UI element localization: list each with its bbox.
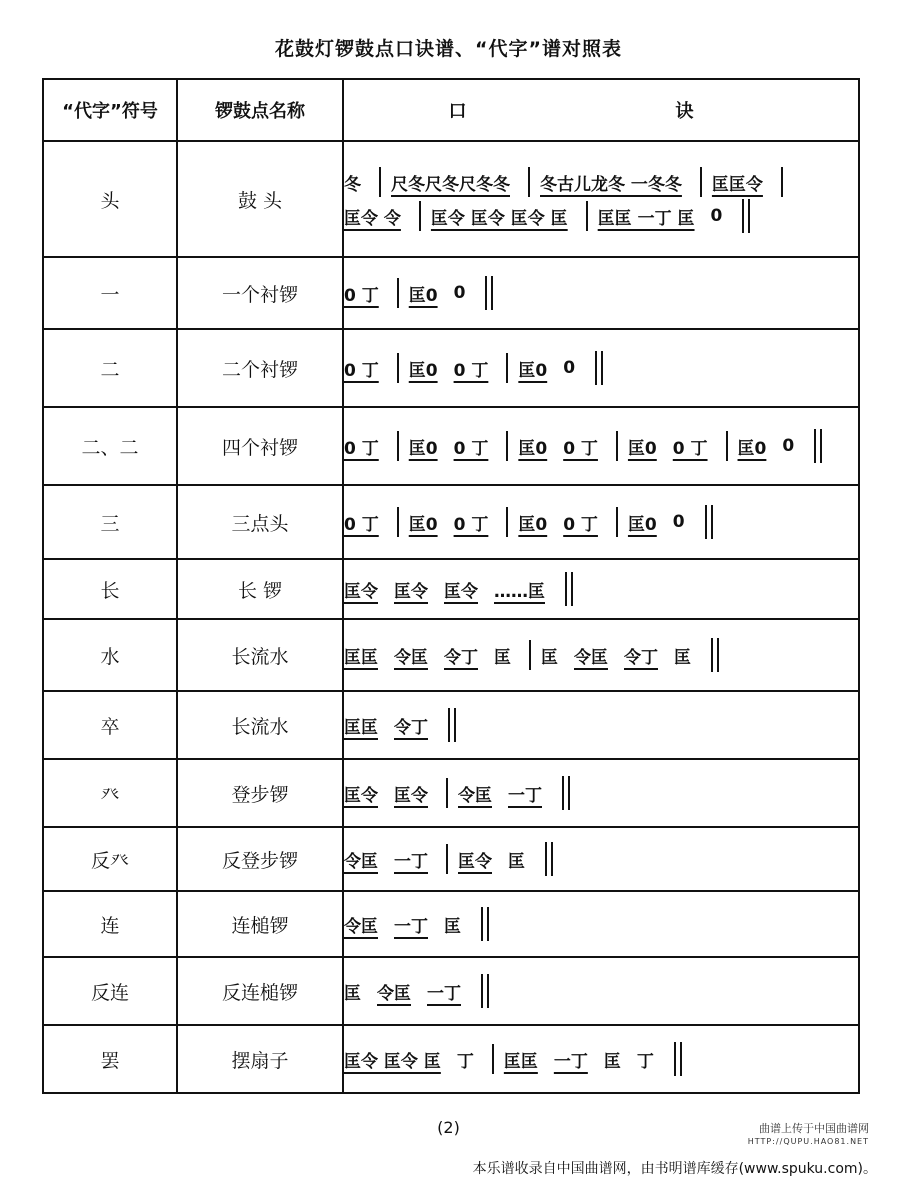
notation-line xyxy=(344,505,858,539)
table-row xyxy=(43,619,859,691)
final-barline xyxy=(711,638,719,672)
barline xyxy=(616,431,618,461)
notation-line xyxy=(344,974,858,1008)
notation-token: 0 丁 xyxy=(453,360,489,381)
notation-line xyxy=(344,842,858,876)
notation-token: 匡匡 xyxy=(344,717,378,738)
table-row xyxy=(43,141,859,257)
row-name: 长流水 xyxy=(177,691,343,759)
notation-token: 令丁 xyxy=(444,647,478,668)
final-barline xyxy=(674,1042,682,1076)
row-symbol: 头 xyxy=(43,141,177,257)
final-barline xyxy=(814,429,822,463)
notation-token: 令匡 xyxy=(574,647,608,668)
barline xyxy=(379,167,381,197)
notation-token: 匡 xyxy=(603,1051,621,1072)
notation-token: 匡 xyxy=(674,647,691,668)
notation-token: 0 丁 xyxy=(344,285,379,306)
notation-token: 令匡 xyxy=(344,851,378,872)
notation-token: 一丁 xyxy=(394,851,428,872)
row-symbol: 癶 xyxy=(43,759,177,827)
barline xyxy=(726,431,728,461)
barline xyxy=(506,431,508,461)
barline xyxy=(506,353,508,383)
notation-token: 匡0 xyxy=(408,438,438,459)
row-notation xyxy=(343,141,859,257)
notation-token: 0 丁 xyxy=(453,514,489,535)
barline xyxy=(529,640,531,670)
table-row xyxy=(43,891,859,957)
notation-token: 令丁 xyxy=(394,717,428,738)
notation-token: 0 丁 xyxy=(563,438,598,459)
row-notation xyxy=(343,891,859,957)
watermark-line2: HTTP://QUPU.HAO81.NET xyxy=(747,1137,869,1146)
notation-line xyxy=(344,776,858,810)
notation-token: 匡令 匡令 匡令 匡 xyxy=(430,208,568,229)
row-symbol: 一 xyxy=(43,257,177,329)
barline xyxy=(397,431,399,461)
notation-token: 匡令 xyxy=(444,581,478,602)
table-row xyxy=(43,407,859,485)
row-name: 三点头 xyxy=(177,485,343,559)
row-name: 登步锣 xyxy=(177,759,343,827)
final-barline xyxy=(565,572,573,606)
notation-token: ……匡 xyxy=(494,581,545,602)
barline xyxy=(446,778,448,808)
notation-token: 0 xyxy=(672,512,685,532)
notation-token: 令匡 xyxy=(394,647,428,668)
barline xyxy=(700,167,702,197)
notation-token: 0 xyxy=(710,206,723,226)
notation-token: 匡 xyxy=(541,647,558,668)
notation-line xyxy=(344,429,858,463)
notation-line xyxy=(344,907,858,941)
notation-token: 令丁 xyxy=(624,647,658,668)
notation-line xyxy=(344,708,858,742)
notation-token: 匡0 xyxy=(408,285,438,306)
notation-token: 匡0 xyxy=(627,514,657,535)
barline xyxy=(446,844,448,874)
table-row xyxy=(43,1025,859,1093)
notation-token: 匡 xyxy=(344,983,361,1004)
table-row xyxy=(43,559,859,619)
notation-line xyxy=(344,572,858,606)
row-symbol: 二、二 xyxy=(43,407,177,485)
row-notation xyxy=(343,329,859,407)
notation-token: 0 丁 xyxy=(344,360,379,381)
row-notation xyxy=(343,759,859,827)
barline xyxy=(781,167,783,197)
row-notation xyxy=(343,407,859,485)
notation-token: 丁 xyxy=(456,1051,474,1072)
barline xyxy=(492,1044,494,1074)
notation-token: 0 丁 xyxy=(563,514,598,535)
final-barline xyxy=(481,907,489,941)
final-barline xyxy=(562,776,570,810)
row-symbol: 罢 xyxy=(43,1025,177,1093)
row-notation xyxy=(343,619,859,691)
row-notation xyxy=(343,827,859,891)
notation-token: 尺冬尺冬尺冬冬 xyxy=(391,174,510,195)
row-notation xyxy=(343,957,859,1025)
row-name: 鼓 头 xyxy=(177,141,343,257)
header-symbol: “代字”符号 xyxy=(43,79,177,141)
row-notation xyxy=(343,485,859,559)
row-symbol: 反连 xyxy=(43,957,177,1025)
watermark-line1: 曲谱上传于中国曲谱网 xyxy=(759,1122,869,1135)
row-notation xyxy=(343,1025,859,1093)
notation-token: 0 丁 xyxy=(344,438,379,459)
notation-token: 令匡 xyxy=(377,983,411,1004)
table-row xyxy=(43,485,859,559)
notation-token: 匡0 xyxy=(408,514,438,535)
row-notation xyxy=(343,559,859,619)
row-symbol: 连 xyxy=(43,891,177,957)
notation-token: 0 xyxy=(782,436,795,456)
notation-token: 令匡 xyxy=(458,785,492,806)
final-barline xyxy=(595,351,603,385)
barline xyxy=(616,507,618,537)
notation-line xyxy=(344,276,858,310)
barline xyxy=(586,201,588,231)
notation-token: 一丁 xyxy=(553,1051,588,1072)
row-symbol: 反癶 xyxy=(43,827,177,891)
notation-token: 匡令 xyxy=(344,785,378,806)
notation-line xyxy=(344,638,858,672)
notation-token: 匡0 xyxy=(737,438,767,459)
notation-line xyxy=(344,199,858,233)
header-row xyxy=(43,79,859,141)
notation-token: 匡令 xyxy=(394,785,428,806)
header-jue: 诀 xyxy=(675,101,694,122)
final-barline xyxy=(485,276,493,310)
notation-token: 匡令 xyxy=(458,851,492,872)
row-name: 二个衬锣 xyxy=(177,329,343,407)
notation-token: 0 xyxy=(453,283,466,303)
notation-token: 一丁 xyxy=(427,983,461,1004)
barline xyxy=(397,353,399,383)
row-symbol: 卒 xyxy=(43,691,177,759)
notation-token: 匡令 匡令 匡 xyxy=(344,1051,441,1072)
final-barline xyxy=(481,974,489,1008)
row-name: 摆扇子 xyxy=(177,1025,343,1093)
notation-token: 0 丁 xyxy=(344,514,379,535)
notation-token: 匡0 xyxy=(627,438,657,459)
header-kou: 口 xyxy=(448,101,467,122)
table-row xyxy=(43,759,859,827)
notation-token: 匡0 xyxy=(408,360,438,381)
notation-token: 匡0 xyxy=(518,360,548,381)
notation-token: 匡 xyxy=(444,916,461,937)
table-row xyxy=(43,957,859,1025)
final-barline xyxy=(705,505,713,539)
row-symbol: 二 xyxy=(43,329,177,407)
notation-token: 一丁 xyxy=(508,785,542,806)
row-symbol: 长 xyxy=(43,559,177,619)
notation-token: 冬古儿龙冬 一冬冬 xyxy=(540,174,682,195)
notation-token: 匡匡 一丁 匡 xyxy=(597,208,695,229)
header-name: 锣鼓点名称 xyxy=(177,79,343,141)
notation-line xyxy=(344,165,858,199)
final-barline xyxy=(545,842,553,876)
notation-token: 匡匡 xyxy=(503,1051,538,1072)
row-name: 一个衬锣 xyxy=(177,257,343,329)
notation-token: 丁 xyxy=(636,1051,654,1072)
row-name: 四个衬锣 xyxy=(177,407,343,485)
row-notation xyxy=(343,691,859,759)
row-symbol: 三 xyxy=(43,485,177,559)
barline xyxy=(528,167,530,197)
notation-token: 冬 xyxy=(344,174,361,195)
notation-token: 匡0 xyxy=(518,514,548,535)
notation-token: 0 xyxy=(563,358,576,378)
notation-token: 一丁 xyxy=(394,916,428,937)
row-name: 长流水 xyxy=(177,619,343,691)
notation-line xyxy=(344,1042,858,1076)
notation-token: 匡令 xyxy=(344,581,378,602)
barline xyxy=(419,201,421,231)
table-row xyxy=(43,329,859,407)
row-name: 长 锣 xyxy=(177,559,343,619)
notation-token: 匡0 xyxy=(518,438,548,459)
notation-token: 匡 xyxy=(508,851,525,872)
notation-token: 0 丁 xyxy=(672,438,708,459)
final-barline xyxy=(448,708,456,742)
barline xyxy=(397,507,399,537)
header-koujue xyxy=(343,79,859,141)
notation-token: 匡匡 xyxy=(344,647,378,668)
row-name: 反连槌锣 xyxy=(177,957,343,1025)
row-symbol: 水 xyxy=(43,619,177,691)
row-notation xyxy=(343,257,859,329)
notation-line xyxy=(344,351,858,385)
watermark xyxy=(748,1122,869,1148)
notation-token: 0 丁 xyxy=(453,438,489,459)
table-row xyxy=(43,257,859,329)
notation-token: 匡令 xyxy=(394,581,428,602)
notation-table xyxy=(42,78,860,1094)
final-barline xyxy=(742,199,750,233)
notation-token: 匡令 令 xyxy=(344,208,401,229)
footer-note: 本乐谱收录自中国曲谱网，由书明谱库缓存(www.spuku.com)。 xyxy=(472,1161,877,1177)
barline xyxy=(506,507,508,537)
table-row xyxy=(43,691,859,759)
notation-token: 匡 xyxy=(494,647,511,668)
notation-token: 匡匡令 xyxy=(711,174,763,195)
notation-token: 令匡 xyxy=(344,916,378,937)
page-number: (2) xyxy=(437,1118,460,1137)
barline xyxy=(397,278,399,308)
table-row xyxy=(43,827,859,891)
row-name: 反登步锣 xyxy=(177,827,343,891)
page-title: 花鼓灯锣鼓点口诀谱、“代字”谱对照表 xyxy=(275,38,622,60)
row-name: 连槌锣 xyxy=(177,891,343,957)
